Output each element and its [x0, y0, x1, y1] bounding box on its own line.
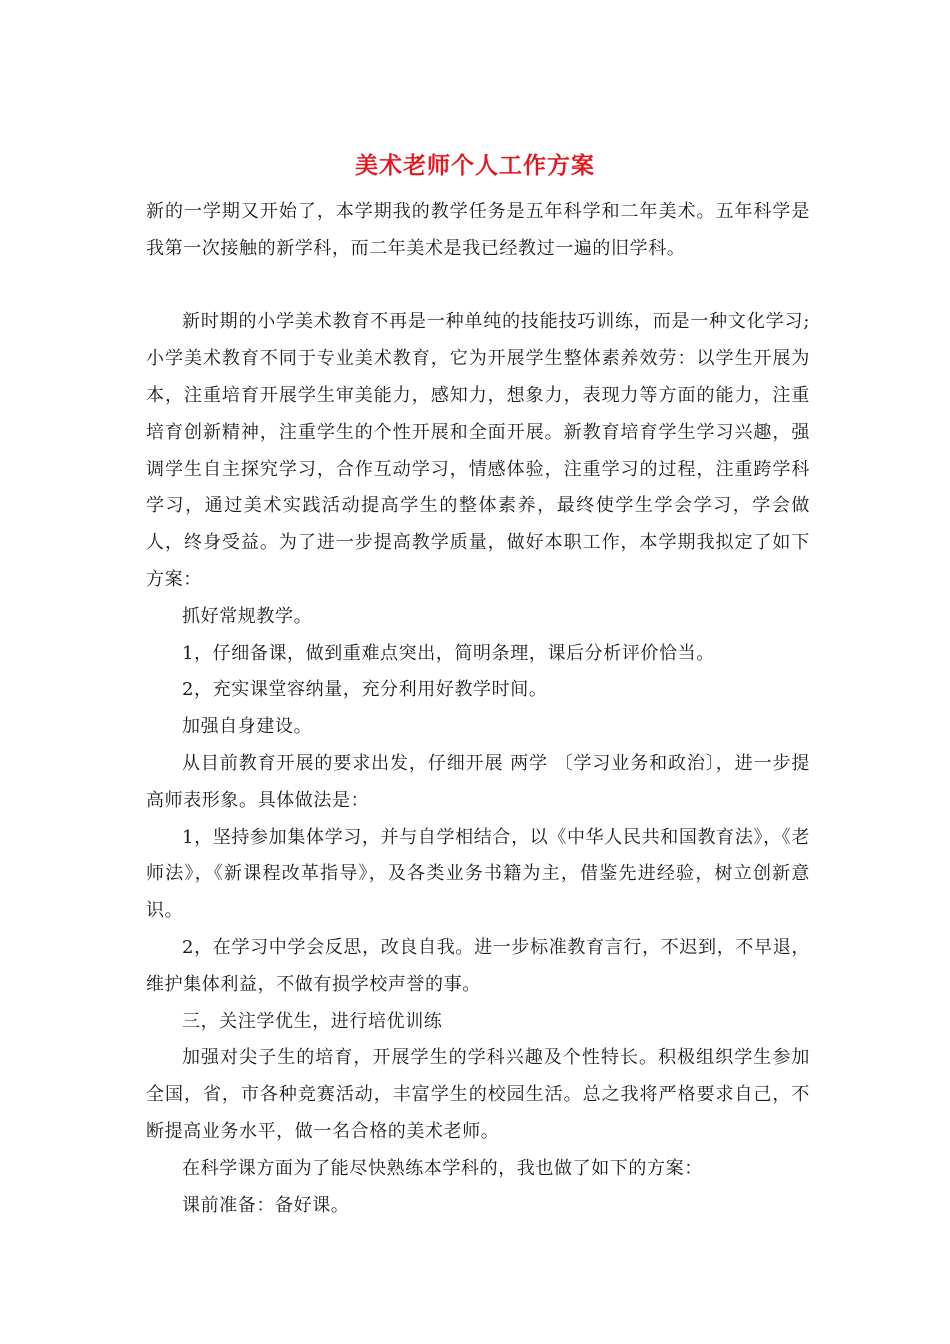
list-item: 1，仔细备课，做到重难点突出，简明条理，课后分析评价恰当。 [182, 642, 715, 664]
list-item: 2，在学习中学会反思，改良自我。进一步标准教育言行，不迟到，不早退，维护集体利益，不做有损学校声誉的事。 [146, 936, 810, 995]
document-title: 美术老师个人工作方案 [355, 152, 595, 179]
intro-paragraph: 新的一学期又开始了，本学期我的教学任务是五年科学和二年美术。五年科学是我第一次接触的新学科，而二年美术是我已经教过一遍的旧学科。 [146, 201, 810, 259]
list-item: 1，坚持参加集体学习，并与自学相结合，以《中华人民共和国教育法》，《老师法》，《新课程改革指导》，及各类业务书籍为主，借鉴先进经验，树立创新意识。 [146, 826, 810, 922]
section-heading: 三，关注学优生，进行培优训练 [182, 1010, 443, 1032]
list-item: 2，充实课堂容纳量，充分利用好教学时间。 [182, 679, 548, 701]
document-body [146, 194, 810, 1224]
paragraph-spacer [146, 268, 810, 305]
body-paragraph: 加强对尖子生的培育，开展学生的学科兴趣及个性特长。积极组织学生参加全国，省，市各种竞赛活动，丰富学生的校园生活。总之我将严格要求自己，不断提高业务水平，做一名合格的美术老师。 [146, 1047, 810, 1142]
section-heading: 加强自身建设。 [182, 716, 313, 738]
body-paragraph: 从目前教育开展的要求出发，仔细开展 两学 〔学习业务和政治〕，进一步提高师表形象。具体做法是： [146, 752, 810, 811]
section-heading: 抓好常规教学。 [182, 605, 313, 627]
body-paragraph: 新时期的小学美术教育不再是一种单纯的技能技巧训练，而是一种文化学习;小学美术教育不同于专业美术教育，它为开展学生整体素养效劳：以学生开展为本，注重培育开展学生审美能力，感知力，想象力，表现力等方面的能力，注重培育创新精神，注重学生的个性开展和全面开展。新教育培育学生学习兴趣，强调学生自主探究学习，合作互动学习，情感体验，注重学习的过程，注重跨学科学习，通过美术实践活动提高学生的整体素养，最终使学生学会学习，学会做人，终身受益。为了进一步提高教学质量，做好本职工作，本学期我拟定了如下方案： [146, 311, 810, 590]
body-paragraph: 在科学课方面为了能尽快熟练本学科的，我也做了如下的方案： [182, 1157, 703, 1179]
body-paragraph: 课前准备：备好课。 [182, 1194, 350, 1216]
